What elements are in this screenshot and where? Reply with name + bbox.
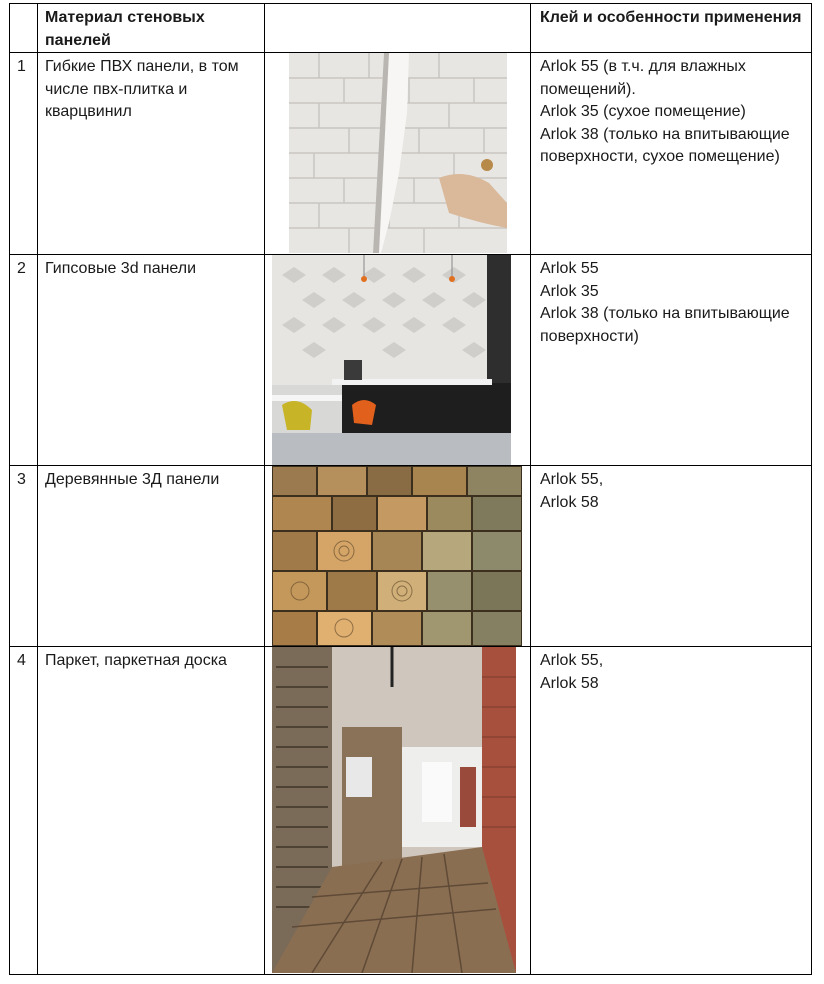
header-glue-cell: Клей и особенности применения [531, 4, 812, 53]
glue-line: Arlok 38 (только на впитывающие поверхности) [540, 305, 790, 345]
row-glue [531, 647, 812, 975]
row-image-cell [265, 255, 531, 466]
row-image-cell [265, 647, 531, 975]
row-image-cell [265, 53, 531, 255]
wooden-3d-blocks-photo [272, 466, 522, 646]
gypsum-3d-panels-kitchen-photo [272, 255, 511, 465]
row-number: 2 [10, 255, 38, 466]
row-number: 1 [10, 53, 38, 255]
glue-line: Arlok 35 [540, 282, 599, 300]
header-number-cell [10, 4, 38, 53]
header-image-cell [265, 4, 531, 53]
row-material: Паркет, паркетная доска [38, 647, 265, 975]
glue-line: Arlok 55, [540, 652, 604, 669]
flexible-pvc-brick-panels-photo [289, 53, 507, 253]
row-image-cell [265, 466, 531, 647]
row-number: 3 [10, 466, 38, 647]
glue-line: Arlok 55 (в т.ч. для влажных помещений). [540, 58, 746, 98]
row-number: 4 [10, 647, 38, 975]
table-row [10, 255, 812, 466]
header-material-cell: Материал стеновых панелей [38, 4, 265, 53]
parquet-hallway-photo [272, 647, 516, 973]
glue-line: Arlok 35 (сухое помещение) [540, 103, 746, 120]
materials-table [9, 3, 812, 975]
row-material: Деревянные 3Д панели [38, 466, 265, 647]
glue-line: Arlok 38 (только на впитывающие поверхности, сухое помещение) [540, 125, 790, 165]
glue-line: Arlok 58 [540, 674, 599, 692]
table-header-row [10, 4, 812, 53]
row-glue [531, 53, 812, 255]
row-material: Гипсовые 3d панели [38, 255, 265, 466]
table-row [10, 647, 812, 975]
table-row [10, 53, 812, 255]
glue-line: Arlok 58 [540, 493, 599, 511]
glue-line: Arlok 55 [540, 260, 599, 277]
row-material: Гибкие ПВХ панели, в том числе пвх-плитка и кварцвинил [38, 53, 265, 255]
row-glue [531, 255, 812, 466]
row-glue [531, 466, 812, 647]
glue-line: Arlok 55, [540, 471, 604, 488]
table-row [10, 466, 812, 647]
